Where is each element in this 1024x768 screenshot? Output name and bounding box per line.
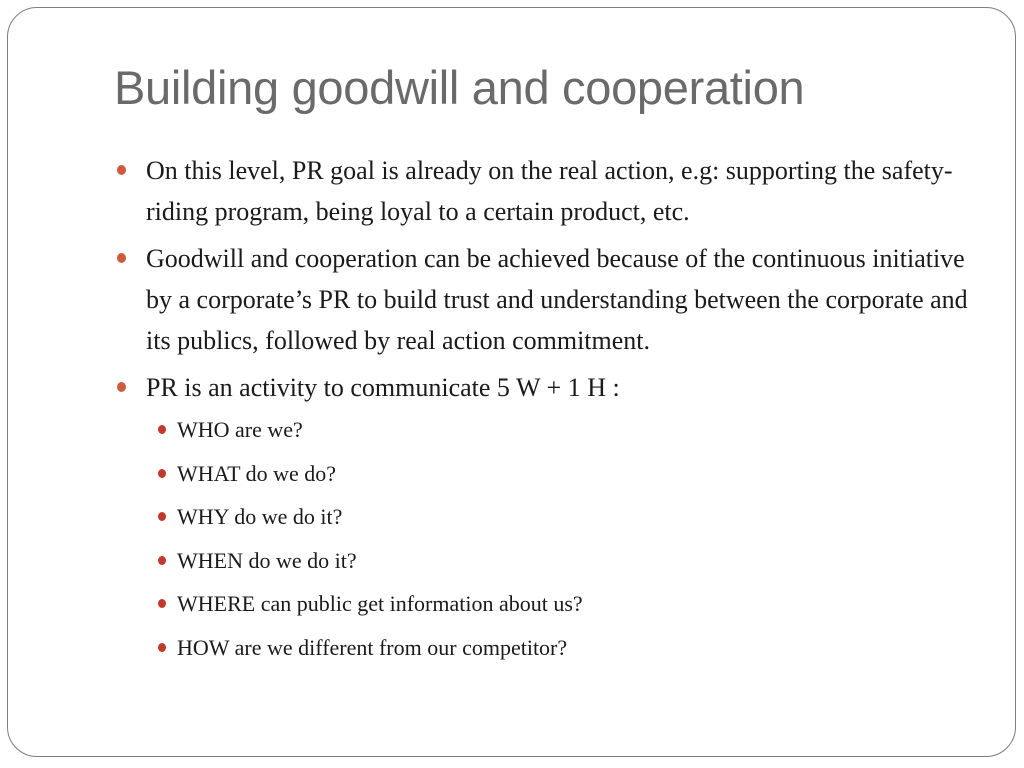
sub-bullet-list — [146, 408, 974, 669]
sub-bullet-text: HOW are we different from our competitor? — [177, 634, 568, 660]
bullet-dot-icon — [117, 382, 126, 392]
sub-bullet-text: WHAT do we do? — [177, 460, 337, 486]
sub-bullet-item — [146, 408, 974, 452]
sub-bullet-item — [146, 539, 974, 583]
sub-bullet-dot-icon — [158, 425, 166, 434]
bullet-item — [114, 238, 974, 361]
sub-bullet-item — [146, 626, 974, 670]
sub-bullet-dot-icon — [158, 556, 166, 565]
sub-bullet-dot-icon — [158, 469, 166, 478]
sub-bullet-text: WHERE can public get information about us? — [177, 591, 583, 616]
bullet-text: Goodwill and cooperation can be achieved because of the continuous initiative by a corporate’s PR to build trust and understanding between the corporate and its publics, followed by real action commitment. — [146, 244, 968, 355]
bullet-dot-icon — [117, 165, 126, 175]
bullet-text: PR is an activity to communicate 5 W + 1 H : — [146, 373, 620, 402]
sub-bullet-text: WHEN do we do it? — [177, 547, 357, 573]
sub-bullet-item — [146, 452, 974, 496]
bullet-dot-icon — [117, 253, 126, 263]
bullet-text: On this level, PR goal is already on the real action, e.g: supporting the safety-riding program, being loyal to a certain product, etc. — [146, 156, 953, 226]
sub-bullet-dot-icon — [158, 512, 166, 521]
bullet-list — [114, 150, 974, 669]
sub-bullet-item — [146, 495, 974, 539]
sub-bullet-item — [146, 582, 974, 626]
sub-bullet-dot-icon — [158, 599, 166, 608]
sub-bullet-text: WHO are we? — [177, 417, 303, 442]
sub-bullet-text: WHY do we do it? — [177, 504, 343, 529]
bullet-item — [114, 150, 974, 232]
slide-content — [114, 150, 974, 675]
slide-title: Building goodwill and cooperation — [114, 61, 805, 114]
bullet-item — [114, 367, 974, 669]
sub-bullet-dot-icon — [158, 643, 166, 652]
